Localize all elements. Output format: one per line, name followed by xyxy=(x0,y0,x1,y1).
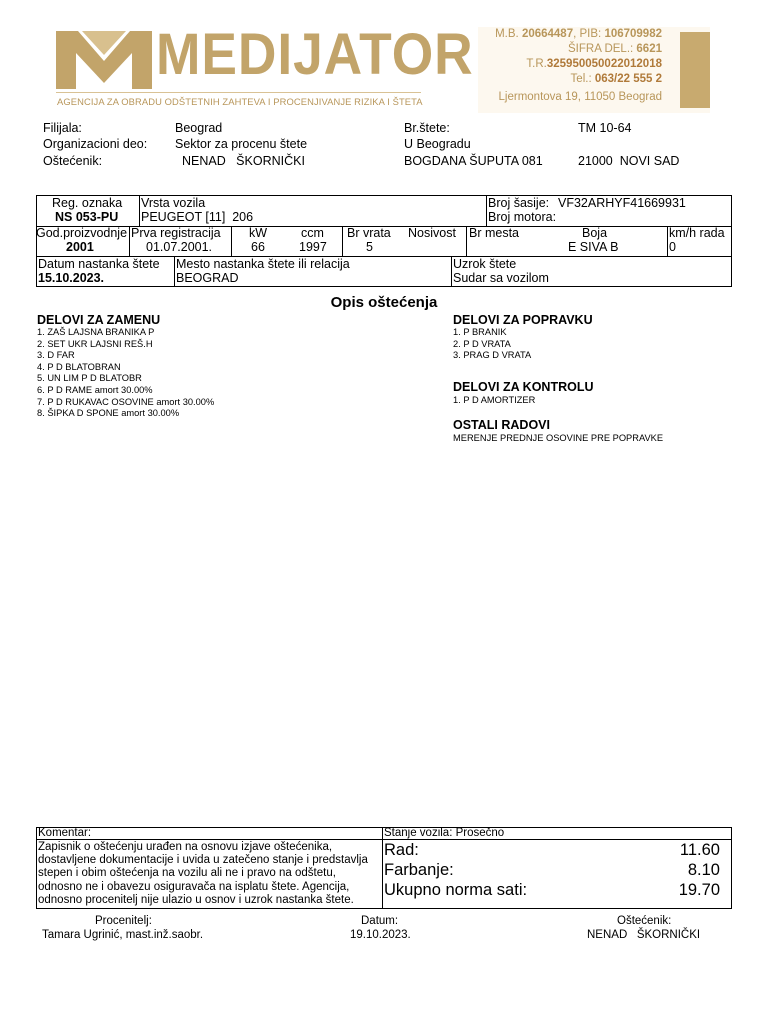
komentar-text xyxy=(38,841,368,907)
zamena-item: 4. P D BLATOBRAN xyxy=(37,361,121,372)
table-line xyxy=(231,226,232,256)
ukupno-label: Ukupno norma sati: xyxy=(384,881,528,899)
company-tagline: AGENCIJA ZA OBRADU ODŠTETNIH ZAHTEVA I PROCENJIVANJE RIZIKA I ŠTETA xyxy=(57,96,423,107)
table-line xyxy=(36,908,732,909)
table-line xyxy=(731,195,732,287)
zamena-item: 5. UN LIM P D BLATOBR xyxy=(37,373,142,384)
table-line xyxy=(36,195,37,287)
kw-label: kW xyxy=(249,226,268,240)
sifra-line xyxy=(568,43,662,55)
zamena-list xyxy=(37,327,214,420)
popravka-item: 1. P BRANIK xyxy=(453,327,507,337)
filijala-label: Filijala: xyxy=(43,121,82,135)
ostecenik-label: Oštećenik: xyxy=(43,154,103,168)
table-line xyxy=(731,827,732,909)
prva-label: Prva registracija xyxy=(131,226,221,240)
mb-value: 20664487 xyxy=(521,28,574,40)
zamena-item: 2. SET UKR LAJSNI REŠ.H xyxy=(37,338,153,349)
company-name: MEDIJATOR xyxy=(156,22,474,87)
komentar-label: Komentar: xyxy=(38,827,92,839)
filijala-value: Beograd xyxy=(175,121,223,135)
ostali-title: OSTALI RADOVI xyxy=(453,418,550,432)
komentar-line: dostavljene dokumentacije i uvida u zatečeno stanje i predstavlja xyxy=(38,854,368,867)
rad-value: 11.60 xyxy=(679,841,720,859)
boja-value: E SIVA B xyxy=(568,240,619,254)
company-ids-line: M.B. 20664487, PIB: 106709982 xyxy=(495,28,662,40)
table-line xyxy=(36,839,732,840)
mesta-label: Br mesta xyxy=(469,226,520,240)
opis-title: Opis oštećenja xyxy=(330,294,438,311)
kmh-label: km/h rada xyxy=(669,226,725,240)
popravka-item: 2. P D VRATA xyxy=(453,338,511,349)
vrsta-label: Vrsta vozila xyxy=(141,196,206,210)
sifra-label: ŠIFRA DEL.: xyxy=(568,43,634,55)
datum-nastanka-label: Datum nastanka štete xyxy=(38,257,160,271)
kontrola-list xyxy=(453,395,535,407)
datum-label: Datum: xyxy=(361,915,399,927)
table-line xyxy=(667,226,668,256)
sasija-label: Broj šasije: xyxy=(488,196,550,210)
farbanje-value: 8.10 xyxy=(687,861,720,879)
table-line xyxy=(342,226,343,256)
sifra-value: 6621 xyxy=(636,43,662,55)
brstete-value: TM 10-64 xyxy=(578,121,632,135)
popravka-list xyxy=(453,327,531,362)
ostali-list xyxy=(453,433,663,445)
table-line xyxy=(139,195,140,226)
org-value: Sektor za procenu štete xyxy=(175,137,308,151)
datum-value: 19.10.2023. xyxy=(350,929,411,941)
prva-value: 01.07.2001. xyxy=(146,240,213,254)
tr-line xyxy=(526,58,662,70)
tr-label: T.R. xyxy=(526,58,547,70)
table-line xyxy=(174,256,175,286)
ccm-label: ccm xyxy=(301,226,324,240)
zamena-title: DELOVI ZA ZAMENU xyxy=(37,313,161,327)
ostecenik-street: BOGDANA ŠUPUTA 081 xyxy=(404,154,543,168)
uzrok-label: Uzrok štete xyxy=(453,257,517,271)
farbanje-label: Farbanje: xyxy=(384,861,454,879)
location-city: U Beogradu xyxy=(404,137,471,151)
table-line xyxy=(382,827,383,909)
ostecenik-sign-value: NENAD ŠKORNIČKI xyxy=(587,929,701,941)
mb-label: M.B. xyxy=(495,28,519,40)
tel-line xyxy=(571,73,662,85)
ukupno-value: 19.70 xyxy=(678,881,720,899)
god-value: 2001 xyxy=(66,240,94,254)
brand-color-bar xyxy=(680,32,710,108)
kw-value: 66 xyxy=(251,240,265,254)
god-label: God.proizvodnje xyxy=(36,226,128,240)
ostecenik-sign-label: Oštećenik: xyxy=(617,915,672,927)
vrata-label: Br vrata xyxy=(347,226,391,240)
tagline-divider xyxy=(56,92,421,93)
boja-label: Boja xyxy=(582,226,608,240)
reg-value: NS 053-PU xyxy=(55,210,119,224)
ostali-item: MERENJE PREDNJE OSOVINE PRE POPRAVKE xyxy=(453,433,664,443)
komentar-line: stepen i obim oštećenja na vozilu ali ne i pravo na odštetu, xyxy=(38,867,336,880)
zamena-item: 3. D FAR xyxy=(37,350,75,361)
sasija-value: VF32ARHYF41669931 xyxy=(558,196,686,210)
popravka-item: 3. PRAG D VRATA xyxy=(453,350,532,361)
kontrola-title: DELOVI ZA KONTROLU xyxy=(453,380,594,394)
vrata-value: 5 xyxy=(366,240,373,254)
medijator-logo-mark-icon xyxy=(56,31,152,89)
reg-label: Reg. oznaka xyxy=(52,196,123,210)
rad-label: Rad: xyxy=(384,841,419,859)
pib-value: 106709982 xyxy=(604,28,662,40)
zamena-item: 6. P D RAME amort 30.00% xyxy=(37,384,153,395)
ostecenik-city: 21000 NOVI SAD xyxy=(578,154,680,168)
procenitelj-label: Procenitelj: xyxy=(95,915,152,927)
kmh-value: 0 xyxy=(669,240,676,254)
zamena-item: 1. ZAŠ LAJSNA BRANIKA P xyxy=(37,327,155,337)
komentar-line: odnosno ne i obavezu osiguravača na isplatu štete. Agencija, xyxy=(38,880,350,893)
brstete-label: Br.štete: xyxy=(404,121,450,135)
mesto-label: Mesto nastanka štete ili relacija xyxy=(176,257,350,271)
ostecenik-value: NENAD ŠKORNIČKI xyxy=(182,154,305,168)
zamena-item: 7. P D RUKAVAC OSOVINE amort 30.00% xyxy=(37,396,215,407)
procenitelj-value: Tamara Ugrinić, mast.inž.saobr. xyxy=(42,929,204,941)
vrsta-value: PEUGEOT [11] 206 xyxy=(141,210,254,224)
table-line xyxy=(36,286,732,287)
komentar-line: Zapisnik o oštećenju urađen na osnovu izjave oštećenika, xyxy=(38,841,333,853)
popravka-title: DELOVI ZA POPRAVKU xyxy=(453,313,593,327)
kontrola-item: 1. P D AMORTIZER xyxy=(453,395,536,405)
tel-label: Tel.: xyxy=(570,73,592,85)
company-logo xyxy=(56,22,474,111)
zamena-item: 8. ŠIPKA D SPONE amort 30.00% xyxy=(37,408,180,419)
datum-nastanka-value: 15.10.2023. xyxy=(38,271,105,285)
tel-value: 063/22 555 2 xyxy=(594,73,662,85)
pib-label: PIB: xyxy=(579,28,602,40)
company-address: Ljermontova 19, 11050 Beograd xyxy=(498,91,662,103)
table-line xyxy=(129,226,130,256)
table-line xyxy=(36,827,37,909)
company-info-box xyxy=(478,27,710,113)
stanje-vozila: Stanje vozila: Prosečno xyxy=(384,827,505,839)
uzrok-value: Sudar sa vozilom xyxy=(453,271,549,285)
nosivost-label: Nosivost xyxy=(408,226,456,240)
table-line xyxy=(466,226,467,256)
tr-value: 325950050022012018 xyxy=(546,58,662,70)
komentar-line: odnosno procenitelj nije ulazio u osnov i uzrok nastanka štete. xyxy=(38,893,354,906)
org-label: Organizacioni deo: xyxy=(43,137,148,151)
table-line xyxy=(486,195,487,226)
table-line xyxy=(451,256,452,286)
motor-label: Broj motora: xyxy=(488,210,557,224)
mesto-value: BEOGRAD xyxy=(176,271,239,285)
ccm-value: 1997 xyxy=(299,240,327,254)
